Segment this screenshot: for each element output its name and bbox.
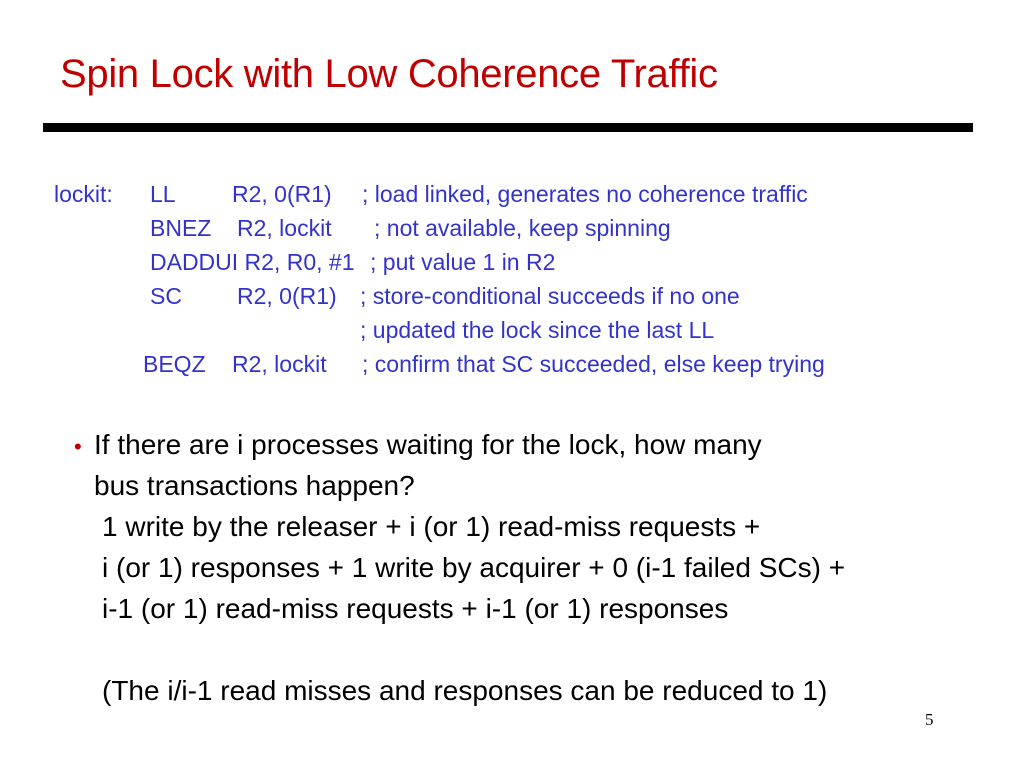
bullet-icon: • [74, 434, 82, 459]
code-op-beqz: BEQZ [143, 351, 206, 377]
code-op-daddui: DADDUI R2, R0, #1 [150, 249, 355, 275]
code-op-sc: SC [150, 283, 182, 309]
code-args-bnez: R2, lockit [237, 215, 332, 241]
page-number: 5 [925, 710, 934, 729]
code-comment-beqz: ; confirm that SC succeeded, else keep trying [362, 351, 825, 377]
bullet-line-answer-3: i-1 (or 1) read-miss requests + i-1 (or 1) responses [102, 593, 729, 624]
code-comment-sc-continued: ; updated the lock since the last LL [360, 317, 715, 343]
bullet-line-question: If there are i processes waiting for the lock, how many [94, 429, 762, 460]
code-args-beqz: R2, lockit [232, 351, 327, 377]
bullet-line-note: (The i/i-1 read misses and responses can be reduced to 1) [102, 675, 828, 706]
code-comment-ll: ; load linked, generates no coherence traffic [362, 181, 808, 207]
bullet-line-answer-1: 1 write by the releaser + i (or 1) read-miss requests + [102, 511, 761, 542]
page-title: Spin Lock with Low Coherence Traffic [60, 52, 718, 96]
code-args-ll: R2, 0(R1) [232, 181, 332, 207]
code-comment-bnez: ; not available, keep spinning [374, 215, 671, 241]
bullet-line-answer-2: i (or 1) responses + 1 write by acquirer + 0 (i-1 failed SCs) + [102, 552, 846, 583]
code-op-bnez: BNEZ [150, 215, 212, 241]
code-comment-daddui: ; put value 1 in R2 [370, 249, 556, 275]
code-comment-sc: ; store-conditional succeeds if no one [360, 283, 740, 309]
code-label-lockit: lockit: [54, 181, 113, 207]
code-args-sc: R2, 0(R1) [237, 283, 337, 309]
code-op-ll: LL [150, 181, 176, 207]
bullet-line-question-continued: bus transactions happen? [94, 470, 415, 501]
